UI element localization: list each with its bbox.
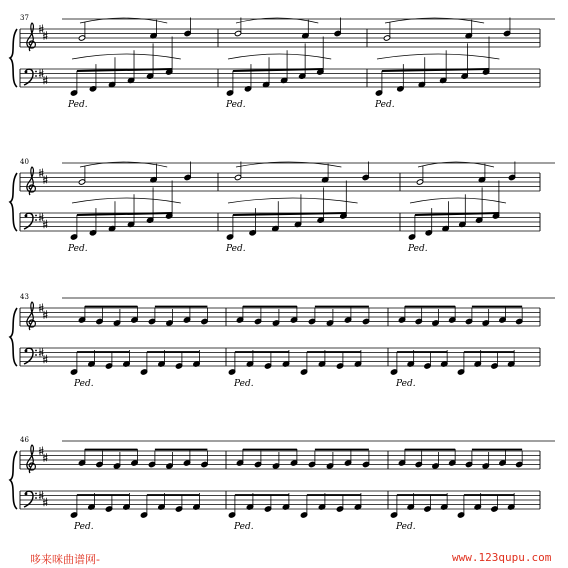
sharp-icon [43,310,48,319]
system [10,158,555,254]
bass-staff [20,491,540,509]
pedal-mark-icon: Ped. [226,100,246,110]
slur [377,54,499,59]
measure [67,18,191,111]
measure-number: 40 [20,158,29,166]
pedal-mark-icon: Ped. [234,379,254,389]
pedal-mark-icon: Ped. [68,100,88,110]
bass-clef-dot [35,219,37,221]
treble-staff [20,167,540,195]
sharp-icon [43,355,48,364]
brace-icon [10,29,17,87]
sharp-icon [43,175,48,184]
measure [390,449,523,532]
bass-clef-dot [25,71,28,74]
pedal-mark-icon: Ped. [74,379,94,389]
pedal-mark-icon: Ped. [234,522,254,532]
measure [374,18,511,111]
pedal-mark-icon: Ped. [74,522,94,532]
slur [72,198,181,203]
sharp-icon [43,220,48,229]
measure [390,306,523,389]
brace-icon [10,173,17,231]
measure [67,162,191,255]
measure [228,306,369,389]
pedal-mark-icon: Ped. [396,522,416,532]
sharp-icon [43,76,48,85]
pedal-mark-icon: Ped. [68,244,88,254]
measure [407,162,516,255]
measure [225,18,341,111]
measure-number: 46 [20,436,29,444]
measure [228,449,369,532]
system [10,293,555,389]
measure [225,162,369,255]
measure [70,306,208,389]
slur [228,54,331,59]
pedal-mark-icon: Ped. [408,244,428,254]
treble-staff [20,23,540,51]
sharp-icon [43,31,48,40]
bass-clef-dot [35,354,37,356]
measure [70,449,208,532]
bass-clef-dot [35,350,37,352]
bass-clef-dot [35,215,37,217]
bass-clef-dot [35,493,37,495]
brace-icon [10,308,17,366]
bass-clef-dot [25,493,28,496]
measure-number: 43 [20,293,29,301]
measure-number: 37 [20,14,29,22]
bass-staff [20,348,540,366]
sharp-icon [43,498,48,507]
bass-clef-dot [35,75,37,77]
bass-clef-dot [25,350,28,353]
bass-clef-dot [25,215,28,218]
slur [228,198,358,203]
brace-icon [10,451,17,509]
slur [72,54,181,59]
bass-clef-dot [35,71,37,73]
system [10,436,555,532]
sharp-icon [43,453,48,462]
watermark-url: www.123qupu.com [452,551,552,564]
slur [410,198,506,203]
system [10,14,555,110]
pedal-mark-icon: Ped. [226,244,246,254]
watermark-site-name: 哆来咪曲谱网- [30,553,100,566]
pedal-mark-icon: Ped. [396,379,416,389]
pedal-mark-icon: Ped. [375,100,395,110]
bass-clef-dot [35,497,37,499]
